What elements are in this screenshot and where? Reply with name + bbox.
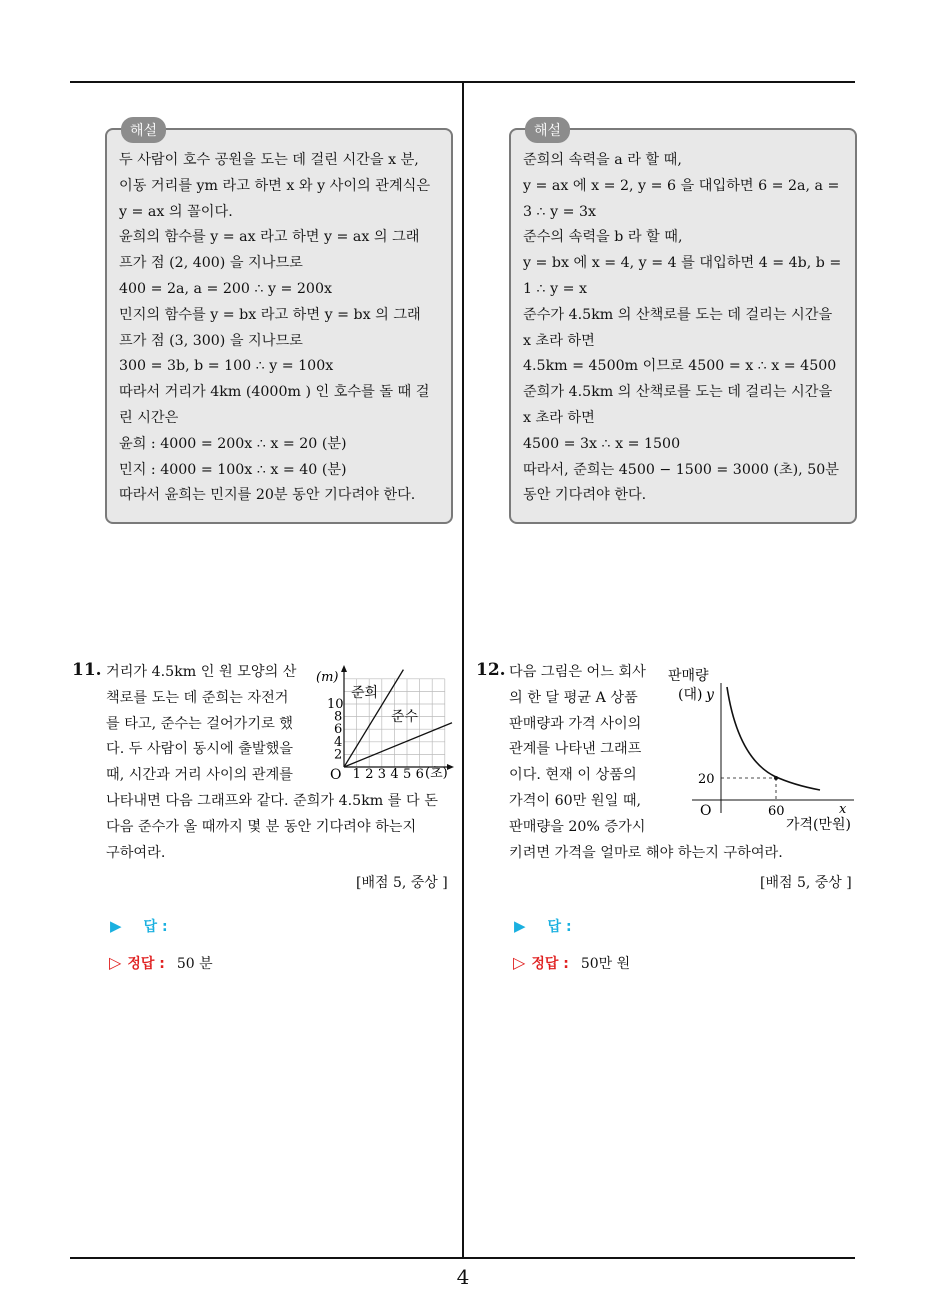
outline-triangle-icon: ▷ bbox=[109, 953, 122, 972]
question-line: 관계를 나타낸 그래프 bbox=[509, 741, 642, 758]
y-axis-letter: y bbox=[706, 687, 714, 703]
solution-line: 준희가 4.5km 의 산책로를 도는 데 걸리는 시간을 bbox=[523, 384, 833, 401]
x-axis-title: 가격(만원) bbox=[786, 817, 852, 833]
x-tick-label: 3 bbox=[377, 767, 387, 781]
correct-answer-value: 50만 원 bbox=[580, 956, 631, 972]
solution-line: 1 ∴ y = x bbox=[523, 280, 587, 297]
solution-line: 이동 거리를 ym 라고 하면 x 와 y 사이의 관계식은 bbox=[119, 177, 431, 194]
solution-tag: 해설 bbox=[525, 117, 570, 143]
question-12-graph bbox=[664, 663, 864, 835]
question-line: 를 타고, 준수는 걸어가기로 했 bbox=[106, 715, 294, 732]
question-11-answer-row bbox=[110, 916, 168, 936]
y-axis-unit: (대) bbox=[678, 687, 703, 703]
x-axis-arrow bbox=[447, 764, 454, 770]
question-line: 판매량과 가격 사이의 bbox=[509, 715, 642, 732]
page-number: 4 bbox=[456, 1265, 470, 1289]
bottom-rule bbox=[70, 1257, 855, 1259]
question-line: 키려면 가격을 얼마로 해야 하는지 구하여라. bbox=[509, 844, 783, 861]
answer-label: 답 : bbox=[143, 919, 168, 935]
question-11-correct-row bbox=[109, 953, 213, 973]
question-11-score: [배점 5, 중상 ] bbox=[356, 875, 448, 891]
question-line: 다음 준수가 올 때까지 몇 분 동안 기다려야 하는지 bbox=[106, 818, 417, 835]
correct-answer-value: 50 분 bbox=[176, 956, 213, 972]
x-tick-label: 60 bbox=[768, 804, 785, 819]
solution-tag: 해설 bbox=[121, 117, 166, 143]
question-line: 구하여라. bbox=[106, 844, 166, 861]
y-tick-label: 20 bbox=[698, 772, 715, 787]
solution-line: 400 = 2a, a = 200 ∴ y = 200x bbox=[119, 280, 332, 297]
solution-line: y = ax 의 꼴이다. bbox=[119, 203, 233, 220]
question-line: 다. 두 사람이 동시에 출발했을 bbox=[106, 741, 294, 758]
x-tick-label: 4 bbox=[390, 767, 399, 781]
correct-answer-label: 정답 : bbox=[127, 956, 165, 972]
line-junhee-label: 준희 bbox=[351, 685, 379, 701]
current-point bbox=[774, 776, 778, 780]
y-axis-arrow bbox=[341, 665, 347, 672]
x-tick-label: 2 bbox=[365, 767, 374, 781]
x-tick-label: 6 bbox=[415, 767, 424, 781]
x-tick-label: 5 bbox=[403, 767, 412, 781]
y-tick-label: 2 bbox=[334, 747, 343, 763]
solution-line: x 초라 하면 bbox=[523, 409, 595, 426]
solution-line: 동안 기다려야 한다. bbox=[523, 487, 647, 504]
y-tick-labels bbox=[327, 697, 344, 762]
filled-triangle-icon: ▶ bbox=[514, 917, 526, 935]
solution-line: 따라서 윤희는 민지를 20분 동안 기다려야 한다. bbox=[119, 487, 416, 504]
origin-label: O bbox=[330, 767, 342, 781]
question-line: 다음 그림은 어느 회사 bbox=[509, 664, 646, 680]
right-solution-text bbox=[523, 148, 843, 509]
solution-line: 300 = 3b, b = 100 ∴ y = 100x bbox=[119, 358, 334, 375]
demand-curve bbox=[727, 687, 820, 790]
solution-line: x 초라 하면 bbox=[523, 332, 595, 349]
x-unit-label: (초) bbox=[425, 766, 448, 781]
question-line: 이다. 현재 이 상품의 bbox=[509, 767, 637, 784]
question-12-correct-row bbox=[513, 953, 630, 973]
question-line: 책로를 도는 데 준희는 자전거 bbox=[106, 689, 289, 706]
solution-line: 따라서, 준희는 4500 − 1500 = 3000 (초), 50분 bbox=[523, 461, 839, 478]
y-tick-label: 4 bbox=[334, 734, 343, 750]
question-line: 가격이 60만 원일 때, bbox=[509, 793, 642, 809]
solution-line: 프가 점 (3, 300) 을 지나므로 bbox=[119, 332, 303, 349]
answer-label: 답 : bbox=[547, 919, 572, 935]
solution-line: y = ax 에 x = 2, y = 6 을 대입하면 6 = 2a, a = bbox=[523, 177, 840, 194]
right-solution-box bbox=[509, 123, 857, 524]
left-solution-text bbox=[119, 148, 439, 509]
solution-line: 4500 = 3x ∴ x = 1500 bbox=[523, 435, 681, 452]
solution-line: 두 사람이 호수 공원을 도는 데 걸린 시간을 x 분, bbox=[119, 152, 419, 168]
question-12-score: [배점 5, 중상 ] bbox=[760, 875, 852, 891]
x-tick-label: 1 bbox=[352, 767, 361, 781]
solution-line: 준희의 속력을 a 라 할 때, bbox=[523, 152, 682, 168]
question-11-graph bbox=[313, 663, 458, 781]
question-12-answer-row bbox=[514, 916, 572, 936]
solution-line: 따라서 거리가 4km (4000m ) 인 호수를 돌 때 걸 bbox=[119, 384, 430, 401]
question-line: 판매량을 20% 증가시 bbox=[509, 818, 646, 835]
solution-line: 민지의 함수를 y = bx 라고 하면 y = bx 의 그래 bbox=[119, 306, 421, 323]
y-axis-title: 판매량 bbox=[668, 668, 709, 684]
solution-line: 3 ∴ y = 3x bbox=[523, 203, 597, 220]
question-line: 때, 시간과 거리 사이의 관계를 bbox=[106, 767, 294, 784]
origin-label: O bbox=[700, 803, 712, 819]
y-unit-label: (m) bbox=[316, 670, 339, 685]
solution-line: 4.5km = 4500m 이므로 4500 = x ∴ x = 4500 bbox=[523, 358, 837, 375]
column-divider bbox=[462, 82, 464, 1258]
question-line: 의 한 달 평균 A 상품 bbox=[509, 689, 638, 706]
solution-line: 린 시간은 bbox=[119, 409, 179, 426]
outline-triangle-icon: ▷ bbox=[513, 953, 526, 972]
solution-line: 준수의 속력을 b 라 할 때, bbox=[523, 229, 683, 246]
filled-triangle-icon: ▶ bbox=[110, 917, 122, 935]
y-tick-label: 10 bbox=[327, 697, 344, 712]
solution-line: 준수가 4.5km 의 산책로를 도는 데 걸리는 시간을 bbox=[523, 306, 833, 323]
solution-line: 프가 점 (2, 400) 을 지나므로 bbox=[119, 255, 303, 272]
correct-answer-label: 정답 : bbox=[531, 956, 569, 972]
solution-line: 윤희의 함수를 y = ax 라고 하면 y = ax 의 그래 bbox=[119, 229, 420, 246]
solution-line: 윤희 : 4000 = 200x ∴ x = 20 (분) bbox=[119, 435, 347, 452]
y-tick-label: 8 bbox=[334, 709, 343, 725]
solution-line: 민지 : 4000 = 100x ∴ x = 40 (분) bbox=[119, 461, 347, 478]
question-12-number: 12. bbox=[476, 660, 506, 680]
solution-line: y = bx 에 x = 4, y = 4 를 대입하면 4 = 4b, b = bbox=[523, 255, 842, 272]
question-line: 나타내면 다음 그래프와 같다. 준희가 4.5km 를 다 돈 bbox=[106, 793, 438, 809]
line-junsu-label: 준수 bbox=[391, 709, 419, 725]
question-11-number: 11. bbox=[72, 660, 102, 680]
y-tick-label: 6 bbox=[334, 722, 343, 738]
question-line: 거리가 4.5km 인 원 모양의 산 bbox=[106, 664, 297, 680]
x-tick-labels bbox=[353, 767, 424, 781]
x-axis-letter: x bbox=[839, 802, 847, 817]
left-solution-box bbox=[105, 123, 453, 524]
